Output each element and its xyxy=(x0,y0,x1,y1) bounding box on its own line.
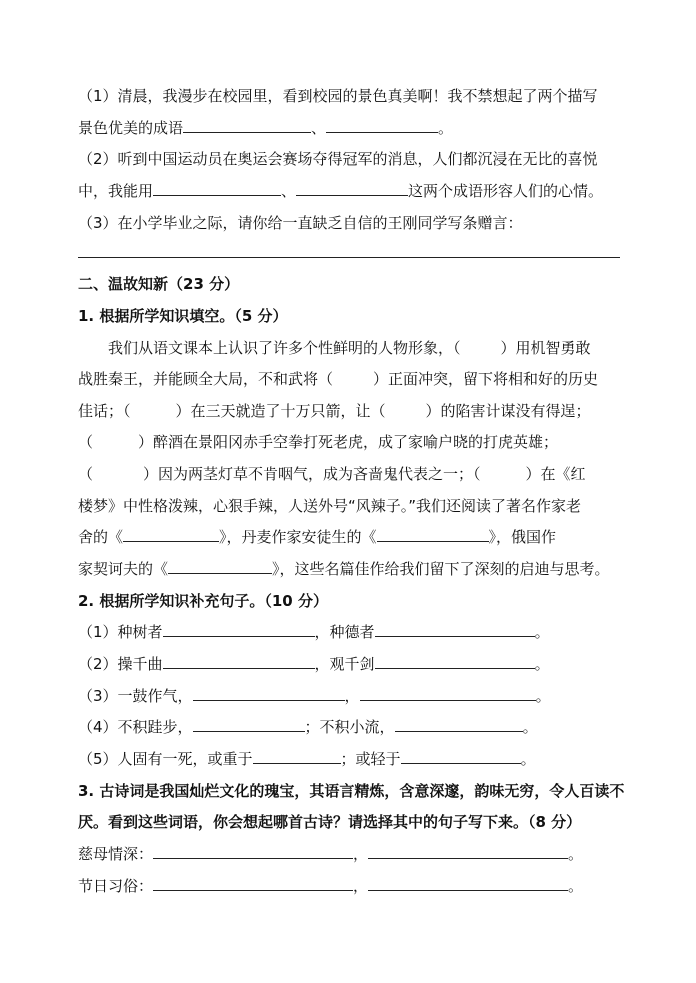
sentence-item xyxy=(78,748,536,770)
section-heading: 二、温故知新（23 分） xyxy=(78,275,240,293)
answer-blank[interactable] xyxy=(153,875,353,891)
answer-blank[interactable] xyxy=(395,716,523,732)
paragraph-text: 家契诃夫的《 xyxy=(78,560,169,578)
item-end: 。 xyxy=(568,845,584,863)
answer-blank[interactable] xyxy=(163,621,315,637)
fill-paragraph-line xyxy=(78,400,591,422)
item-end: 。 xyxy=(534,623,550,641)
question-title: 1. 根据所学知识填空。（5 分） xyxy=(78,307,288,325)
item-middle: ，种德者 xyxy=(314,623,375,641)
q2-line2-prefix: 中，我能用 xyxy=(78,182,154,200)
item-middle: ，观千剑 xyxy=(314,655,375,673)
fill-paragraph-line xyxy=(108,337,591,359)
answer-blank[interactable] xyxy=(401,748,521,764)
separator: ， xyxy=(353,845,369,863)
paragraph-text: ）醉酒在景阳冈赤手空拳打死老虎，成了家喻户晓的打虎英雄； xyxy=(138,433,559,451)
item-end: 。 xyxy=(520,750,536,768)
answer-blank[interactable] xyxy=(368,843,568,859)
item-prefix: （1）种树者 xyxy=(78,623,163,641)
fill-paragraph-line xyxy=(78,431,558,453)
poem-item-label: 节日习俗： xyxy=(78,877,154,895)
separator: ， xyxy=(353,877,369,895)
paragraph-text: 舍的《 xyxy=(78,528,124,546)
fill-paragraph-line xyxy=(78,463,586,485)
paragraph-text: ）因为两茎灯草不肯咽气，成为吝啬鬼代表之一；（ xyxy=(143,465,481,483)
fill-paragraph-line: 楼梦》中性格泼辣，心狠手辣，人送外号“风辣子。”我们还阅读了著名作家老 xyxy=(78,497,582,515)
fill-paragraph-line xyxy=(78,558,610,580)
answer-blank[interactable] xyxy=(375,653,535,669)
answer-blank[interactable] xyxy=(153,180,281,196)
question-title: 2. 根据所学知识补充句子。（10 分） xyxy=(78,592,328,610)
q1-line2-prefix: 景色优美的成语 xyxy=(78,119,184,137)
fill-paragraph-line xyxy=(78,526,556,548)
item-end: 。 xyxy=(568,877,584,895)
separator: 、 xyxy=(311,119,327,137)
paragraph-text: （ xyxy=(78,433,94,451)
item-end: 。 xyxy=(535,687,551,705)
answer-line[interactable] xyxy=(78,257,620,258)
q1-line1: （1）清晨，我漫步在校园里，看到校园的景色真美啊！我不禁想起了两个描写 xyxy=(78,87,598,105)
item-prefix: （3）一鼓作气， xyxy=(78,687,193,705)
answer-blank[interactable] xyxy=(326,117,438,133)
q2-line1: （2）听到中国运动员在奥运会赛场夺得冠军的消息，人们都沉浸在无比的喜悦 xyxy=(78,150,598,168)
question-title: 3. 古诗词是我国灿烂文化的瑰宝，其语言精炼，含意深邃，韵味无穷，令人百读不 xyxy=(78,782,625,800)
answer-blank[interactable] xyxy=(253,748,341,764)
poem-item xyxy=(78,843,583,865)
sentence-item xyxy=(78,621,550,643)
answer-blank[interactable] xyxy=(153,843,353,859)
item-prefix: （4）不积跬步， xyxy=(78,718,193,736)
answer-blank[interactable] xyxy=(183,117,311,133)
paragraph-text: 佳话；（ xyxy=(78,402,131,420)
sentence-item xyxy=(78,653,550,675)
answer-blank[interactable] xyxy=(360,685,536,701)
poem-item-label: 慈母情深： xyxy=(78,845,154,863)
paragraph-text: 》，俄国作 xyxy=(488,528,557,546)
answer-blank[interactable] xyxy=(123,526,219,542)
answer-blank[interactable] xyxy=(368,875,568,891)
answer-blank[interactable] xyxy=(377,526,489,542)
item-end: 。 xyxy=(522,718,538,736)
item-end: 。 xyxy=(534,655,550,673)
question-title: 厌。看到这些词语，你会想起哪首古诗？请选择其中的句子写下来。（8 分） xyxy=(78,813,582,831)
poem-item xyxy=(78,875,583,897)
q2-line2-suffix: 这两个成语形容人们的心情。 xyxy=(408,182,604,200)
answer-blank[interactable] xyxy=(296,180,408,196)
answer-blank[interactable] xyxy=(193,716,305,732)
item-middle: ；不积小流， xyxy=(304,718,395,736)
answer-blank[interactable] xyxy=(163,653,315,669)
answer-blank[interactable] xyxy=(168,558,272,574)
q2-line2 xyxy=(78,180,603,202)
paragraph-text: 》，丹麦作家安徒生的《 xyxy=(219,528,377,546)
paragraph-text: 》，这些名篇佳作给我们留下了深刻的启迪与思考。 xyxy=(272,560,610,578)
answer-blank[interactable] xyxy=(375,621,535,637)
paragraph-text: ）用机智勇敢 xyxy=(500,339,591,357)
paragraph-text: （ xyxy=(78,465,94,483)
paragraph-text: 战胜秦王，并能顾全大局，不和武将（ xyxy=(78,370,334,388)
paragraph-text: ）在三天就造了十万只箭，让（ xyxy=(175,402,386,420)
q3-line1: （3）在小学毕业之际，请你给一直缺乏自信的王刚同学写条赠言： xyxy=(78,214,523,232)
sentence-item xyxy=(78,716,538,738)
paragraph-text: ）在《红 xyxy=(525,465,586,483)
paragraph-text: ）正面冲突，留下将相和好的历史 xyxy=(373,370,599,388)
paragraph-text: ）的陷害计谋没有得逞； xyxy=(425,402,591,420)
item-middle: ；或轻于 xyxy=(340,750,401,768)
item-middle: ， xyxy=(344,687,360,705)
paragraph-text: 我们从语文课本上认识了许多个性鲜明的人物形象，（ xyxy=(108,339,461,357)
q1-line2 xyxy=(78,117,453,139)
item-prefix: （2）操千曲 xyxy=(78,655,163,673)
sentence-item xyxy=(78,685,551,707)
separator: 、 xyxy=(281,182,297,200)
answer-blank[interactable] xyxy=(193,685,345,701)
item-prefix: （5）人固有一死，或重于 xyxy=(78,750,253,768)
fill-paragraph-line xyxy=(78,368,598,390)
line-end: 。 xyxy=(438,119,454,137)
